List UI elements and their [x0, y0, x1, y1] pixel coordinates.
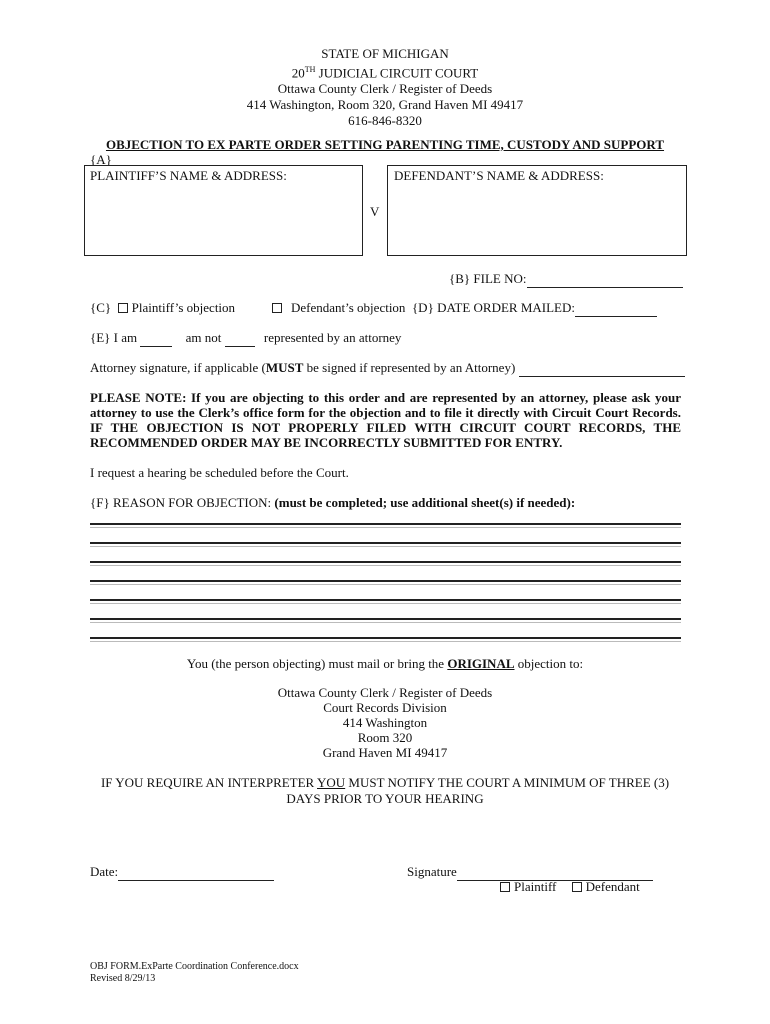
file-no-field[interactable] — [527, 271, 683, 288]
section-e-tag: {E} — [90, 330, 111, 345]
state-name: STATE OF MICHIGAN — [321, 46, 449, 61]
reason-line-6[interactable] — [90, 618, 681, 620]
file-no-row — [449, 271, 683, 288]
mail-address-line: Ottawa County Clerk / Register of Deeds — [277, 685, 493, 700]
defendant-name-address-box[interactable] — [387, 165, 687, 256]
am-not-label: am not — [185, 330, 222, 345]
i-am-field[interactable] — [140, 330, 172, 347]
footer-revised: Revised 8/29/13 — [90, 973, 156, 984]
mail-suffix: objection to: — [514, 656, 584, 671]
interpreter-line-2: DAYS PRIOR TO YOUR HEARING — [286, 791, 484, 806]
date-order-mailed-label: DATE ORDER MAILED: — [437, 300, 575, 315]
mail-address — [0, 685, 770, 760]
reason-instruction: (must be completed; use additional sheet(s) if needed): — [274, 495, 576, 510]
mail-address-line: Grand Haven MI 49417 — [322, 745, 448, 760]
attorney-signature-field[interactable] — [519, 360, 685, 377]
signature-label: Signature — [407, 864, 457, 879]
form-footer — [90, 961, 299, 985]
reason-label: REASON FOR OBJECTION: — [112, 495, 272, 510]
am-not-field[interactable] — [225, 330, 255, 347]
court-phone: 616-846-8320 — [348, 113, 422, 129]
court-address: 414 Washington, Room 320, Grand Haven MI 49417 — [246, 97, 524, 113]
reason-line-7[interactable] — [90, 637, 681, 639]
reason-line-5[interactable] — [90, 599, 681, 601]
mail-address-line: 414 Washington — [342, 715, 428, 730]
section-f-tag: {F} — [90, 495, 110, 510]
defendant-objection-row — [272, 300, 657, 317]
reason-line-4[interactable] — [90, 580, 681, 582]
plaintiff-label: PLAINTIFF’S NAME & ADDRESS: — [90, 168, 287, 183]
date-field[interactable] — [118, 864, 274, 881]
date-row — [90, 864, 274, 881]
plaintiff-objection-checkbox[interactable] — [118, 303, 128, 313]
i-am-label: I am — [113, 330, 138, 345]
reason-line-2[interactable] — [90, 542, 681, 544]
signer-defendant-label: Defendant — [585, 879, 640, 894]
objection-party-row — [90, 300, 235, 316]
mail-address-line: Room 320 — [357, 730, 413, 745]
hearing-request: I request a hearing be scheduled before the Court. — [90, 465, 349, 480]
please-note: PLEASE NOTE: If you are objecting to this order and are represented by an attorney, please ask your attorney to use the Clerk’s office form for the objection and to file it directly with Circuit Court Records. IF THE OBJECTION IS NOT PROPERLY FILED WITH CIRCUIT COURT RECORDS, THE RECOMMENDED ORDER MAY BE INCORRECTLY SUBMITTED FOR ENTRY. — [90, 390, 681, 450]
court-header — [0, 46, 770, 129]
clerk-name: Ottawa County Clerk / Register of Deeds — [277, 81, 493, 97]
interpreter-line-1 — [0, 775, 770, 791]
interpreter-notice — [0, 775, 770, 807]
defendant-objection-checkbox[interactable] — [272, 303, 282, 313]
section-d-tag: {D} — [411, 300, 434, 315]
interpreter-you: YOU — [317, 775, 346, 790]
court-name: 20TH JUDICIAL CIRCUIT COURT — [291, 65, 479, 81]
form-title: OBJECTION TO EX PARTE ORDER SETTING PARENTING TIME, CUSTODY AND SUPPORT — [105, 137, 665, 152]
plaintiff-objection-label: Plaintiff’s objection — [131, 300, 236, 315]
mail-instruction — [0, 656, 770, 672]
attorney-prefix: Attorney signature, if applicable ( — [90, 360, 266, 375]
mail-address-line: Court Records Division — [323, 700, 447, 715]
reason-row — [90, 495, 575, 511]
date-label: Date: — [90, 864, 119, 879]
versus-label: V — [370, 204, 380, 219]
file-no-label: FILE NO: — [473, 271, 527, 286]
representation-row — [90, 330, 401, 347]
mail-prefix: You (the person objecting) must mail or bring the — [186, 656, 448, 671]
signer-plaintiff-checkbox[interactable] — [500, 882, 510, 892]
mail-original: ORIGINAL — [447, 656, 515, 671]
signer-plaintiff-label: Plaintiff — [514, 879, 557, 894]
attorney-signature-row — [90, 360, 685, 377]
footer-filename: OBJ FORM.ExParte Coordination Conference.docx — [90, 961, 299, 972]
signer-role-row — [500, 879, 640, 895]
reason-line-3[interactable] — [90, 561, 681, 563]
interpreter-text-b: MUST NOTIFY THE COURT A MINIMUM OF THREE (3) — [345, 775, 670, 790]
section-c-tag: {C} — [90, 300, 112, 315]
section-b-tag: {B} — [449, 271, 471, 286]
attorney-suffix: be signed if represented by an Attorney) — [303, 360, 516, 375]
attorney-must: MUST — [265, 360, 304, 375]
signer-defendant-checkbox[interactable] — [572, 882, 582, 892]
section-a-tag: {A} — [90, 152, 112, 167]
reason-line-1[interactable] — [90, 523, 681, 525]
plaintiff-name-address-box[interactable] — [84, 165, 363, 256]
represented-label: represented by an attorney — [263, 330, 402, 345]
defendant-objection-label: Defendant’s objection — [291, 300, 406, 315]
defendant-label: DEFENDANT’S NAME & ADDRESS: — [394, 168, 604, 183]
date-order-mailed-field[interactable] — [575, 300, 657, 317]
interpreter-text-a: IF YOU REQUIRE AN INTERPRETER — [100, 775, 317, 790]
